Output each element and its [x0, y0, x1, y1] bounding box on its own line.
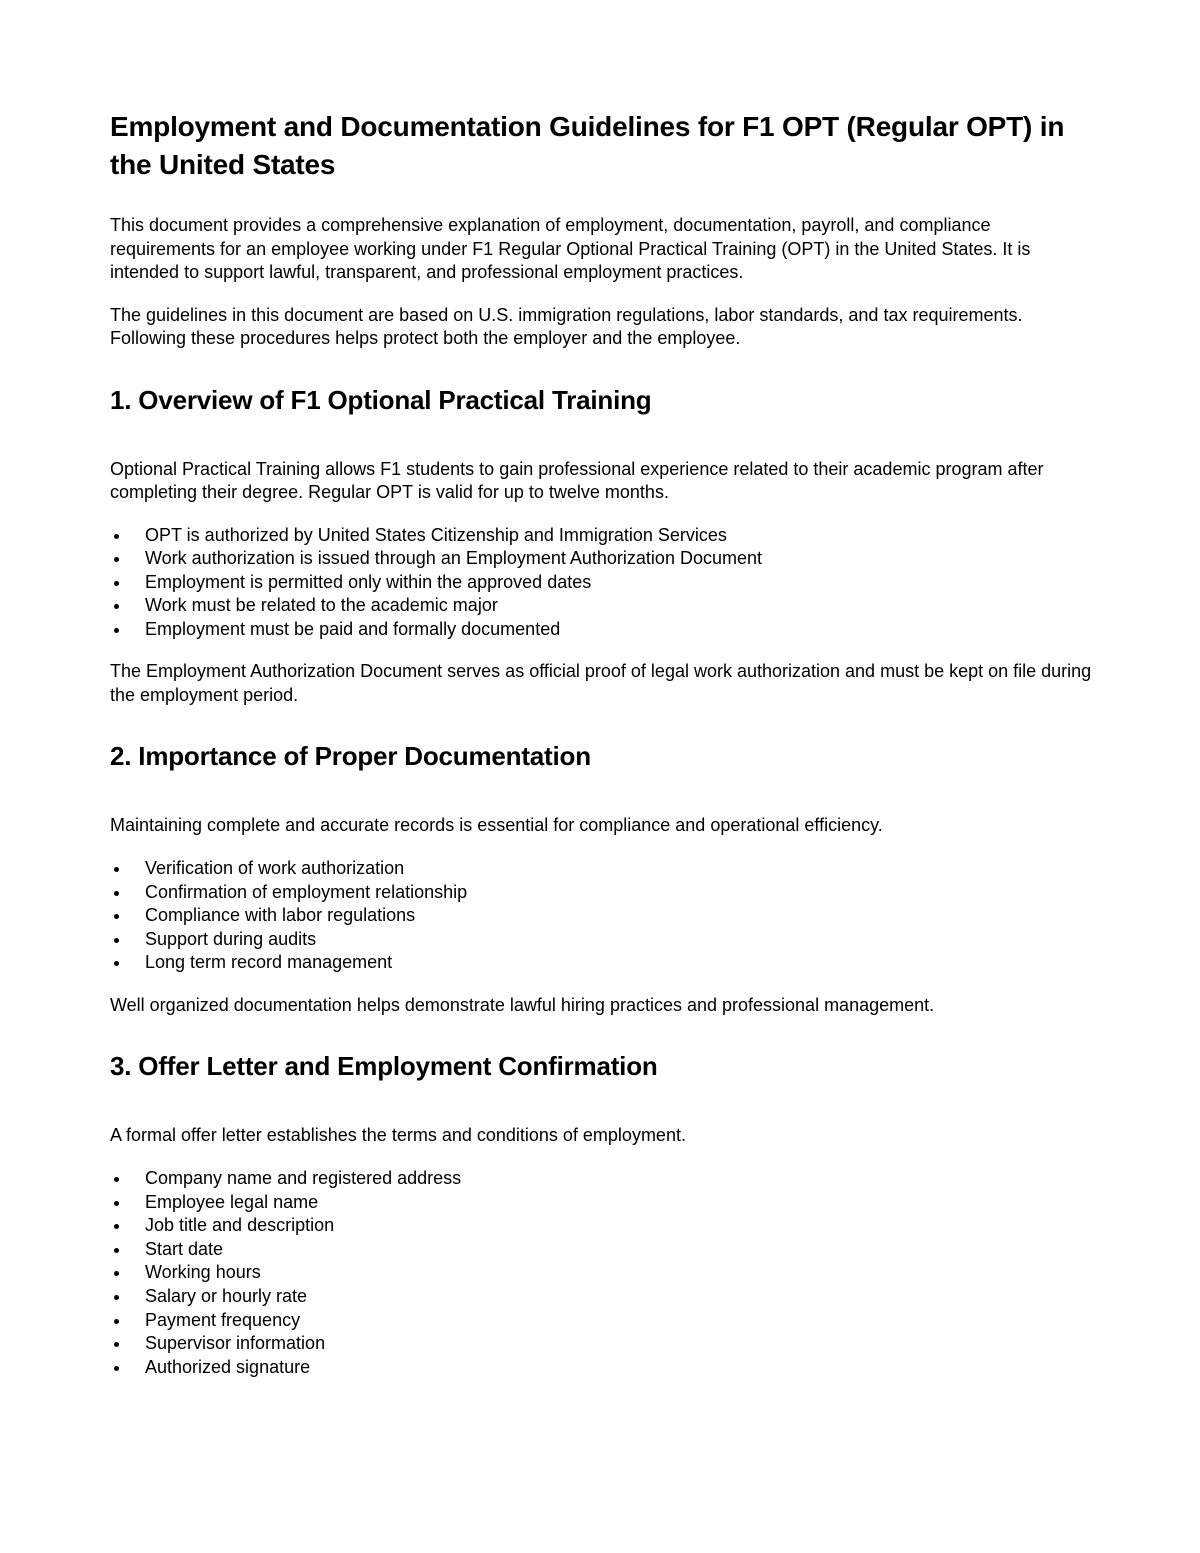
list-item — [110, 594, 1096, 618]
bullet-icon — [114, 1342, 119, 1347]
list-item-text: OPT is authorized by United States Citizenship and Immigration Services — [145, 524, 727, 545]
section-closing-paragraph: Well organized documentation helps demonstrate lawful hiring practices and professional management. — [110, 994, 935, 1015]
bullet-icon — [114, 604, 119, 609]
bullet-icon — [114, 938, 119, 943]
bullet-icon — [114, 628, 119, 633]
list-item-text: Work must be related to the academic major — [145, 595, 498, 616]
list-item — [110, 904, 1096, 928]
list-item — [110, 1261, 1096, 1285]
intro-paragraph: This document provides a comprehensive explanation of employment, documentation, payroll, and compliance requirements for an employee working under F1 Regular Optional Practical Training (OPT) in the United States. It is intended to support lawful, transparent, and professional employment practices. — [110, 215, 1031, 282]
section-closing-paragraph: The Employment Authorization Document serves as official proof of legal work authorization and must be kept on file during the employment period. — [110, 661, 1092, 705]
bullet-list — [110, 857, 1096, 975]
bullet-icon — [114, 534, 119, 539]
bullet-icon — [114, 581, 119, 586]
bullet-icon — [114, 891, 119, 896]
list-item — [110, 1238, 1096, 1262]
section-lead-paragraph: Optional Practical Training allows F1 students to gain professional experience related to their academic program after completing their degree. Regular OPT is valid for up to twelve months. — [110, 458, 1044, 502]
list-item-text: Working hours — [145, 1262, 261, 1283]
list-item — [110, 524, 1096, 548]
bullet-icon — [114, 1177, 119, 1182]
section-heading: 3. Offer Letter and Employment Confirmation — [110, 1051, 658, 1082]
list-item-text: Verification of work authorization — [145, 857, 405, 878]
list-item-text: Support during audits — [145, 928, 317, 949]
list-item-text: Compliance with labor regulations — [145, 905, 416, 926]
list-item-text: Employment is permitted only within the approved dates — [145, 571, 592, 592]
bullet-icon — [114, 1201, 119, 1206]
list-item — [110, 1191, 1096, 1215]
bullet-list — [110, 1167, 1096, 1379]
list-item-text: Employment must be paid and formally documented — [145, 618, 561, 639]
list-item-text: Employee legal name — [145, 1191, 319, 1212]
list-item — [110, 857, 1096, 881]
bullet-icon — [114, 1295, 119, 1300]
bullet-icon — [114, 1248, 119, 1253]
list-item — [110, 1309, 1096, 1333]
list-item — [110, 618, 1096, 642]
document-title: Employment and Documentation Guidelines for F1 OPT (Regular OPT) in the United States — [110, 111, 1065, 180]
list-item-text: Salary or hourly rate — [145, 1285, 308, 1306]
list-item-text: Work authorization is issued through an Employment Authorization Document — [145, 548, 762, 569]
list-item — [110, 1332, 1096, 1356]
list-item-text: Payment frequency — [145, 1309, 301, 1330]
bullet-icon — [114, 961, 119, 966]
intro-paragraph: The guidelines in this document are based on U.S. immigration regulations, labor standards, and tax requirements. Following these procedures helps protect both the employer and the employee. — [110, 304, 1023, 348]
list-item-text: Supervisor information — [145, 1333, 326, 1354]
section-heading: 1. Overview of F1 Optional Practical Training — [110, 384, 652, 415]
section-lead-paragraph: A formal offer letter establishes the terms and conditions of employment. — [110, 1125, 686, 1146]
bullet-icon — [114, 557, 119, 562]
list-item — [110, 1214, 1096, 1238]
bullet-icon — [114, 1224, 119, 1229]
list-item — [110, 1285, 1096, 1309]
bullet-list — [110, 524, 1096, 642]
bullet-icon — [114, 1271, 119, 1276]
list-item-text: Start date — [145, 1238, 224, 1259]
list-item — [110, 951, 1096, 975]
list-item-text: Job title and description — [145, 1215, 335, 1236]
list-item-text: Confirmation of employment relationship — [145, 881, 468, 902]
list-item — [110, 881, 1096, 905]
list-item — [110, 1167, 1096, 1191]
bullet-icon — [114, 867, 119, 872]
list-item — [110, 547, 1096, 571]
section-heading: 2. Importance of Proper Documentation — [110, 741, 591, 772]
bullet-icon — [114, 914, 119, 919]
section-lead-paragraph: Maintaining complete and accurate records is essential for compliance and operational efficiency. — [110, 815, 883, 836]
list-item-text: Long term record management — [145, 952, 393, 973]
bullet-icon — [114, 1319, 119, 1324]
list-item — [110, 928, 1096, 952]
list-item-text: Company name and registered address — [145, 1167, 462, 1188]
bullet-icon — [114, 1366, 119, 1371]
list-item — [110, 571, 1096, 595]
list-item-text: Authorized signature — [145, 1356, 311, 1377]
list-item — [110, 1356, 1096, 1380]
